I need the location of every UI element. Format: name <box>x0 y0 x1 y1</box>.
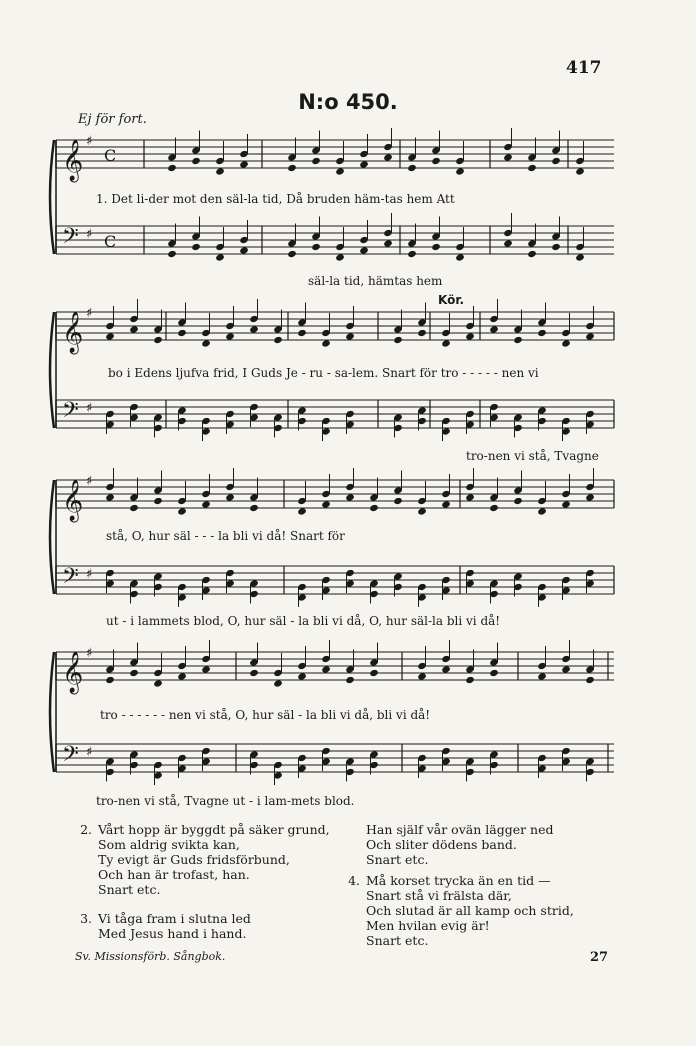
svg-text:𝄞: 𝄞 <box>62 480 84 521</box>
verse-line: Snart etc. <box>366 852 429 867</box>
verse-line: Snart etc. <box>366 933 429 948</box>
lyrics-top-3: stå, O, hur säl - - - la bli vi då! Snart för <box>106 529 345 543</box>
svg-text:♯: ♯ <box>86 745 93 760</box>
svg-text:♯: ♯ <box>86 227 93 242</box>
svg-text:C: C <box>104 146 117 165</box>
verse-number: 3. <box>80 911 92 926</box>
verse-line: Vi tåga fram i slutna led <box>98 911 251 926</box>
music-system-4 <box>48 640 618 815</box>
verses-left-column <box>72 822 330 941</box>
svg-text:♯: ♯ <box>86 567 93 582</box>
lyrics-bottom-1: säl-la tid, hämtas hem <box>308 274 443 288</box>
staff-pair-4 <box>48 640 618 815</box>
svg-text:C: C <box>104 232 117 251</box>
lyrics-top-4: tro - - - - - - nen vi stå, O, hur säl - la bli vi då, bli vi då! <box>100 708 431 722</box>
verse-line: Och sliter dödens band. <box>366 837 517 852</box>
svg-text:♯: ♯ <box>86 401 93 416</box>
verse-number: 4. <box>348 873 360 888</box>
svg-text:𝄢: 𝄢 <box>62 564 79 594</box>
verse-line: Med Jesus hand i hand. <box>98 926 247 941</box>
verse-line: Snart stå vi frälsta där, <box>366 888 512 903</box>
svg-text:𝄢: 𝄢 <box>62 398 79 428</box>
lyrics-top-1: 1. Det li-der mot den säl-la tid, Då bruden häm-tas hem Att <box>96 192 455 206</box>
tempo-marking: Ej för fort. <box>78 112 147 127</box>
verse-line: Må korset trycka än en tid — <box>366 873 551 888</box>
verse-line: Vårt hopp är byggdt på säker grund, <box>98 822 330 837</box>
music-system-3 <box>48 468 618 638</box>
verse-2 <box>72 822 330 897</box>
verse-line: Han själf vår ovän lägger ned <box>366 822 554 837</box>
staff-pair-2 <box>48 296 618 466</box>
verse-line: Ty evigt är Guds fridsförbund, <box>98 852 290 867</box>
verse-3 <box>72 911 330 941</box>
source-footer: Sv. Missionsförb. Sångbok. <box>75 950 226 963</box>
verse-3-continued <box>340 822 574 867</box>
svg-text:♯: ♯ <box>86 646 93 661</box>
verse-line: Som aldrig svikta kan, <box>98 837 240 852</box>
verse-line: Och han är trofast, han. <box>98 867 250 882</box>
svg-text:♯: ♯ <box>86 134 93 149</box>
verse-line: Snart etc. <box>98 882 161 897</box>
music-system-2 <box>48 293 618 466</box>
lyrics-bottom-4: tro-nen vi stå, Tvagne ut - i lam-mets blod. <box>96 794 355 808</box>
svg-text:𝄢: 𝄢 <box>62 224 79 254</box>
lyrics-bottom-3: ut - i lammets blod, O, hur säl - la bli vi då, O, hur säl-la bli vi då! <box>106 614 501 628</box>
chorus-label: Kör. <box>438 293 465 307</box>
staff-pair-1 <box>48 128 618 293</box>
verse-line: Men hvilan evig är! <box>366 918 490 933</box>
signature-mark: 27 <box>590 950 609 965</box>
svg-text:𝄞: 𝄞 <box>62 140 84 181</box>
hymn-number: N:o 450. <box>298 90 398 114</box>
svg-text:♯: ♯ <box>86 474 93 489</box>
svg-text:♯: ♯ <box>86 306 93 321</box>
staff-pair-3 <box>48 468 618 638</box>
svg-text:𝄞: 𝄞 <box>62 312 84 353</box>
page-number: 417 <box>566 58 602 78</box>
music-system-1 <box>48 128 618 293</box>
svg-text:𝄢: 𝄢 <box>62 742 79 772</box>
svg-text:𝄞: 𝄞 <box>62 652 84 693</box>
verses-right-column <box>340 822 574 948</box>
verse-number: 2. <box>80 822 92 837</box>
verse-4 <box>340 873 574 948</box>
verse-line: Och slutad är all kamp och strid, <box>366 903 574 918</box>
lyrics-top-2: bo i Edens ljufva frid, I Guds Je - ru - sa-lem. Snart för tro - - - - - nen vi <box>108 366 539 380</box>
lyrics-bottom-2: tro-nen vi stå, Tvagne <box>466 449 599 463</box>
